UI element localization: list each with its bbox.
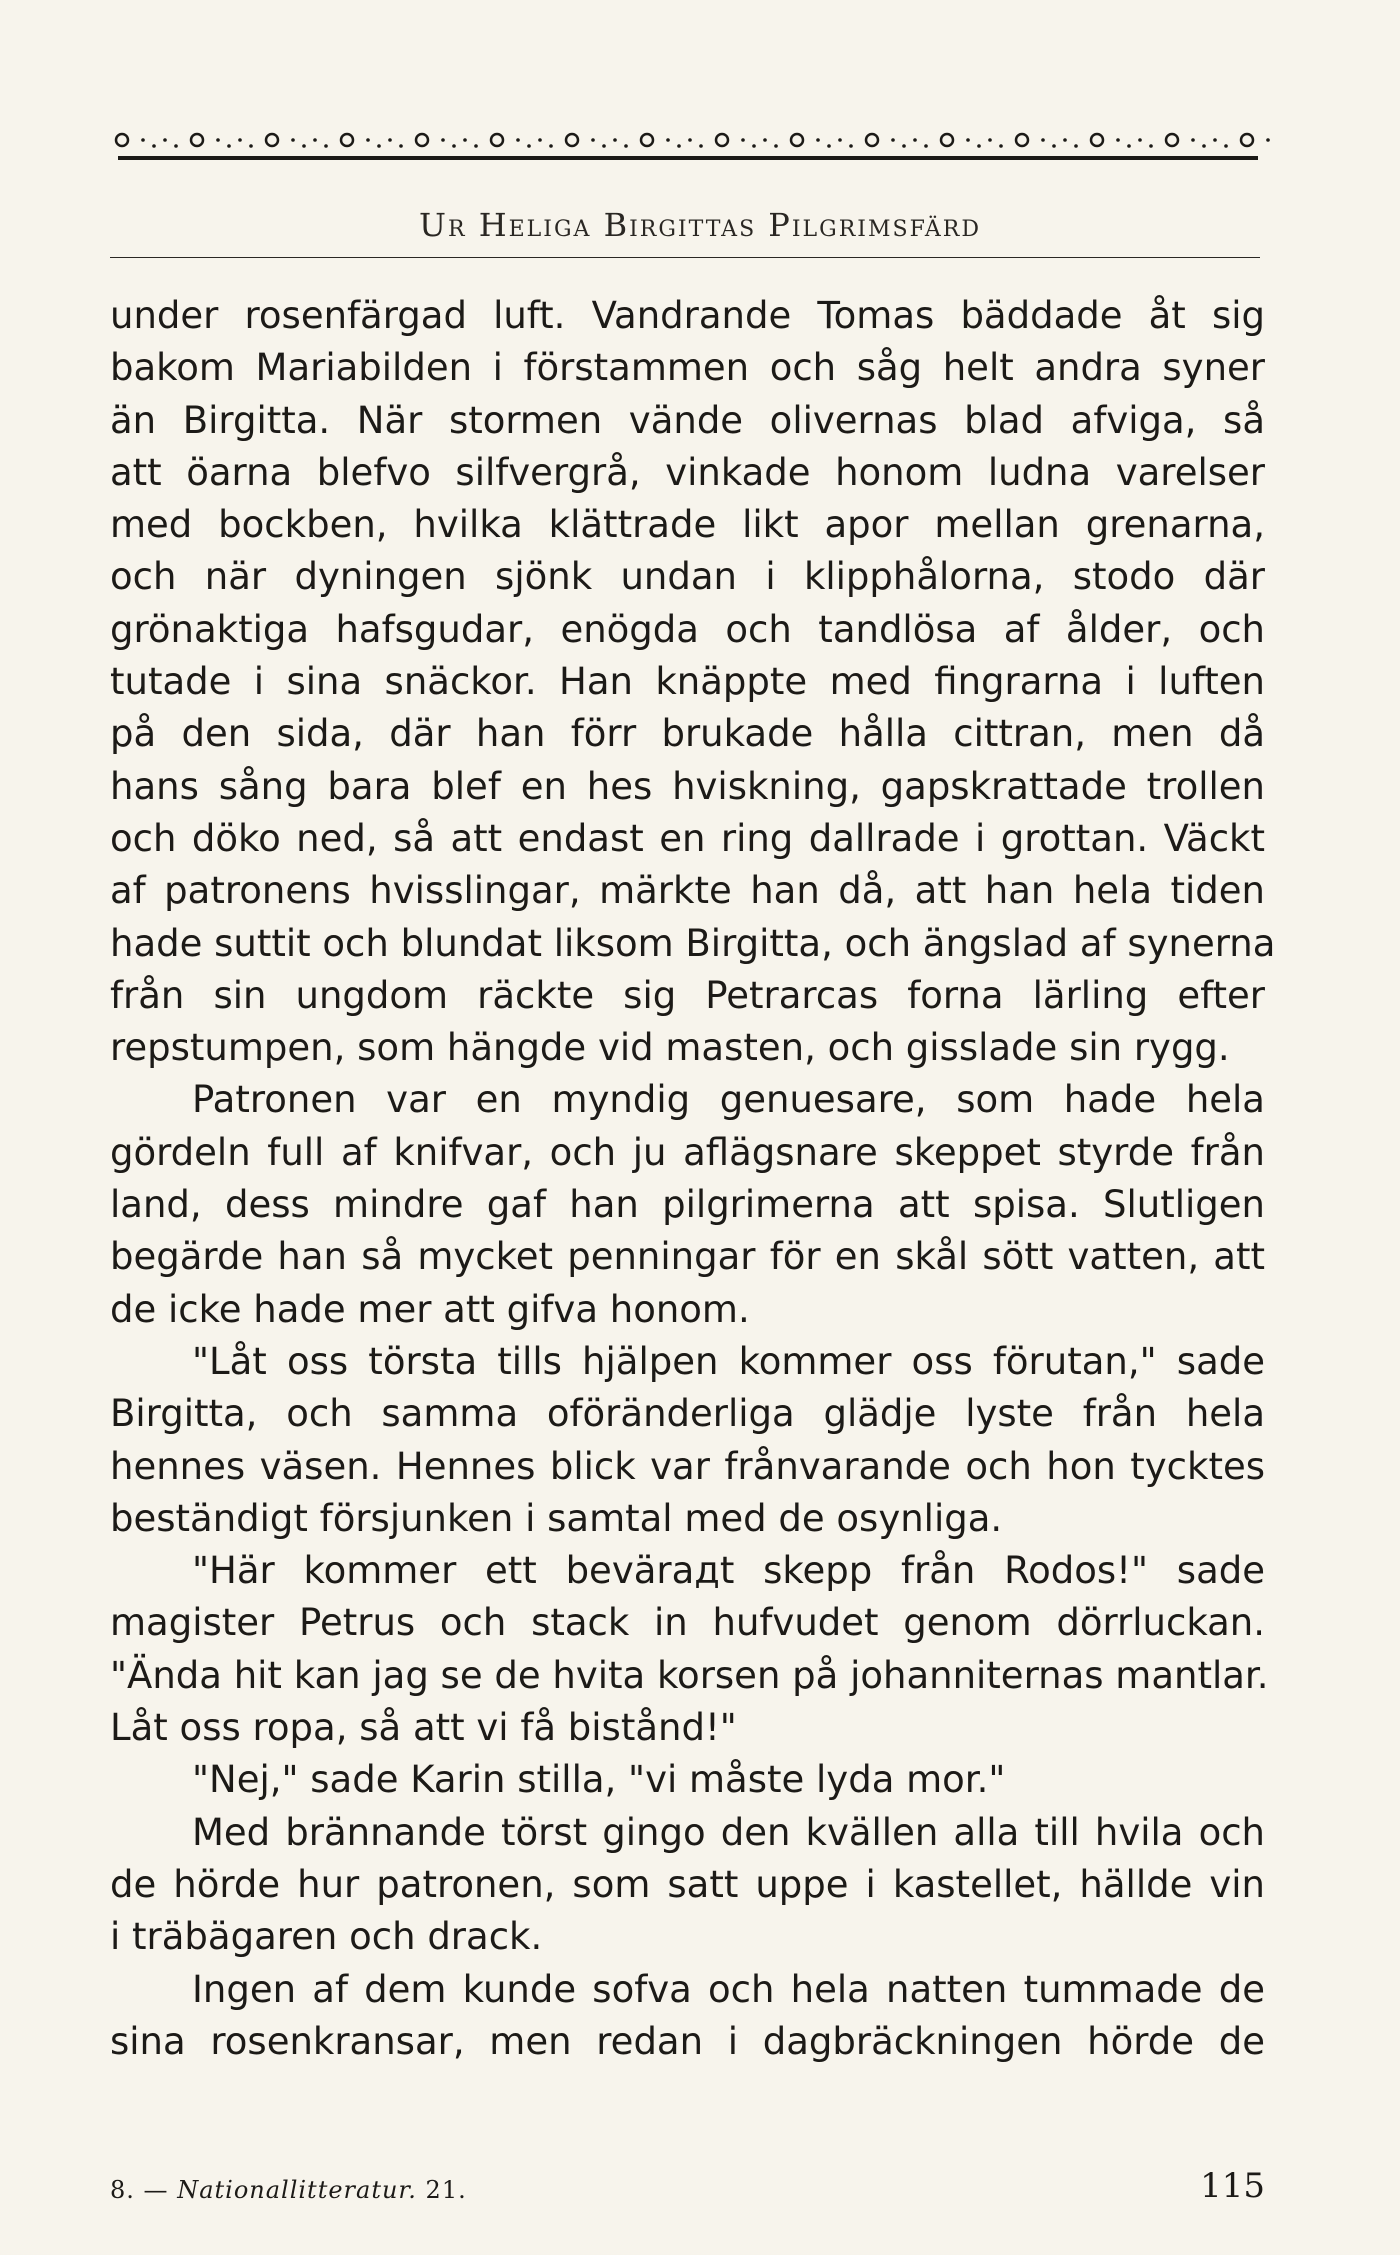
text-line: Patronen var en myndig genuesare, som hade hela [192, 1078, 1265, 1122]
text-line: bakom Mariabilden i förstammen och såg helt andra syner [110, 346, 1265, 390]
signature-title: Nationallitteratur. [177, 2176, 417, 2204]
paragraph [110, 1754, 1265, 1806]
text-line: hans sång bara blef en hes hviskning, gapskrattade trollen [110, 764, 1265, 808]
text-line: beständigt försjunken i samtal med de osynliga. [110, 1496, 1003, 1540]
paragraph [110, 1545, 1269, 1754]
text-line: Med brännande törst gingo den kvällen alla till hvila och [192, 1810, 1265, 1854]
paragraph [110, 1336, 1265, 1545]
page-number: 115 [1200, 2166, 1265, 2206]
body-text [110, 290, 1276, 2068]
paragraph [110, 1964, 1265, 2069]
text-line: Ingen af dem kunde sofva och hela natten tummade de [192, 1967, 1265, 2011]
paragraph [110, 290, 1276, 1074]
text-line: från sin ungdom räckte sig Petrarcas forna lärling efter [110, 973, 1265, 1017]
text-line: under rosenfärgad luft. Vandrande Tomas bäddade åt sig [110, 294, 1265, 337]
text-line: land, dess mindre gaf han pilgrimerna att spisa. Slutligen [110, 1183, 1265, 1227]
text-line: gördeln full af knifvar, och ju aflägsnare skeppet styrde från [110, 1130, 1265, 1174]
signature-dash: — [143, 2176, 169, 2204]
text-line: Låt oss ropa, så att vi få bistånd!" [110, 1706, 737, 1750]
text-line: Birgitta, och samma oföränderliga glädje lyste från hela [110, 1392, 1265, 1436]
text-line: "Här kommer ett bevärадt skepp från Rodos!" sade [192, 1549, 1265, 1593]
page-footer [110, 2166, 1265, 2216]
text-line: af patronens hvisslingar, märkte han då, att han hela tiden [110, 869, 1265, 913]
printer-signature [110, 2176, 467, 2204]
text-line: och när dyningen sjönk undan i klipphålorna, stodo där [110, 555, 1265, 599]
text-line: hennes väsen. Hennes blick var frånvarande och hon tycktes [110, 1444, 1265, 1488]
text-line: "Ända hit kan jag se de hvita korsen på johanniternas mantlar. [110, 1653, 1269, 1697]
paragraph [110, 1074, 1265, 1335]
running-head: Ur Heliga Birgittas Pilgrimsfärd [418, 206, 982, 244]
text-line: tutade i sina snäckor. Han knäppte med fingrarna i luften [110, 660, 1265, 704]
header-rule [110, 257, 1260, 258]
text-line: de hörde hur patronen, som satt uppe i kastellet, hällde vin [110, 1862, 1265, 1906]
signature-volume: 21. [425, 2176, 467, 2204]
paragraph [110, 1807, 1265, 1964]
text-line: begärde han så mycket penningar för en skål sött vatten, att [110, 1235, 1265, 1279]
text-line: i träbägaren och drack. [110, 1915, 543, 1959]
text-line: än Birgitta. När stormen vände olivernas blad afviga, så [110, 398, 1265, 442]
text-line: magister Petrus och stack in hufvudet genom dörrluckan. [110, 1601, 1265, 1645]
signature-number: 8. [110, 2176, 135, 2204]
text-line: med bockben, hvilka klättrade likt apor mellan grenarna, [110, 503, 1265, 547]
text-line: hade suttit och blundat liksom Birgitta, och ängslad af synerna [110, 921, 1276, 965]
text-line: att öarna blefvo silfvergrå, vinkade honom ludna varelser [110, 450, 1265, 494]
text-line: de icke hade mer att gifva honom. [110, 1287, 750, 1331]
text-line: sina rosenkransar, men redan i dagbräckningen hörde de [110, 2019, 1265, 2063]
text-line: och döko ned, så att endast en ring dallrade i grottan. Väckt [110, 816, 1265, 860]
text-line: "Låt oss törsta tills hjälpen kommer oss förutan," sade [192, 1339, 1265, 1383]
text-line: "Nej," sade Karin stilla, "vi måste lyda mor." [192, 1758, 1006, 1802]
text-line: grönaktiga hafsgudar, enögda och tandlösa af ålder, och [110, 607, 1265, 651]
dotted-chain-border-ornament-icon [110, 118, 1270, 178]
text-line: på den sida, där han förr brukade hålla cittran, men då [110, 712, 1265, 756]
text-line: repstumpen, som hängde vid masten, och gisslade sin rygg. [110, 1026, 1230, 1070]
